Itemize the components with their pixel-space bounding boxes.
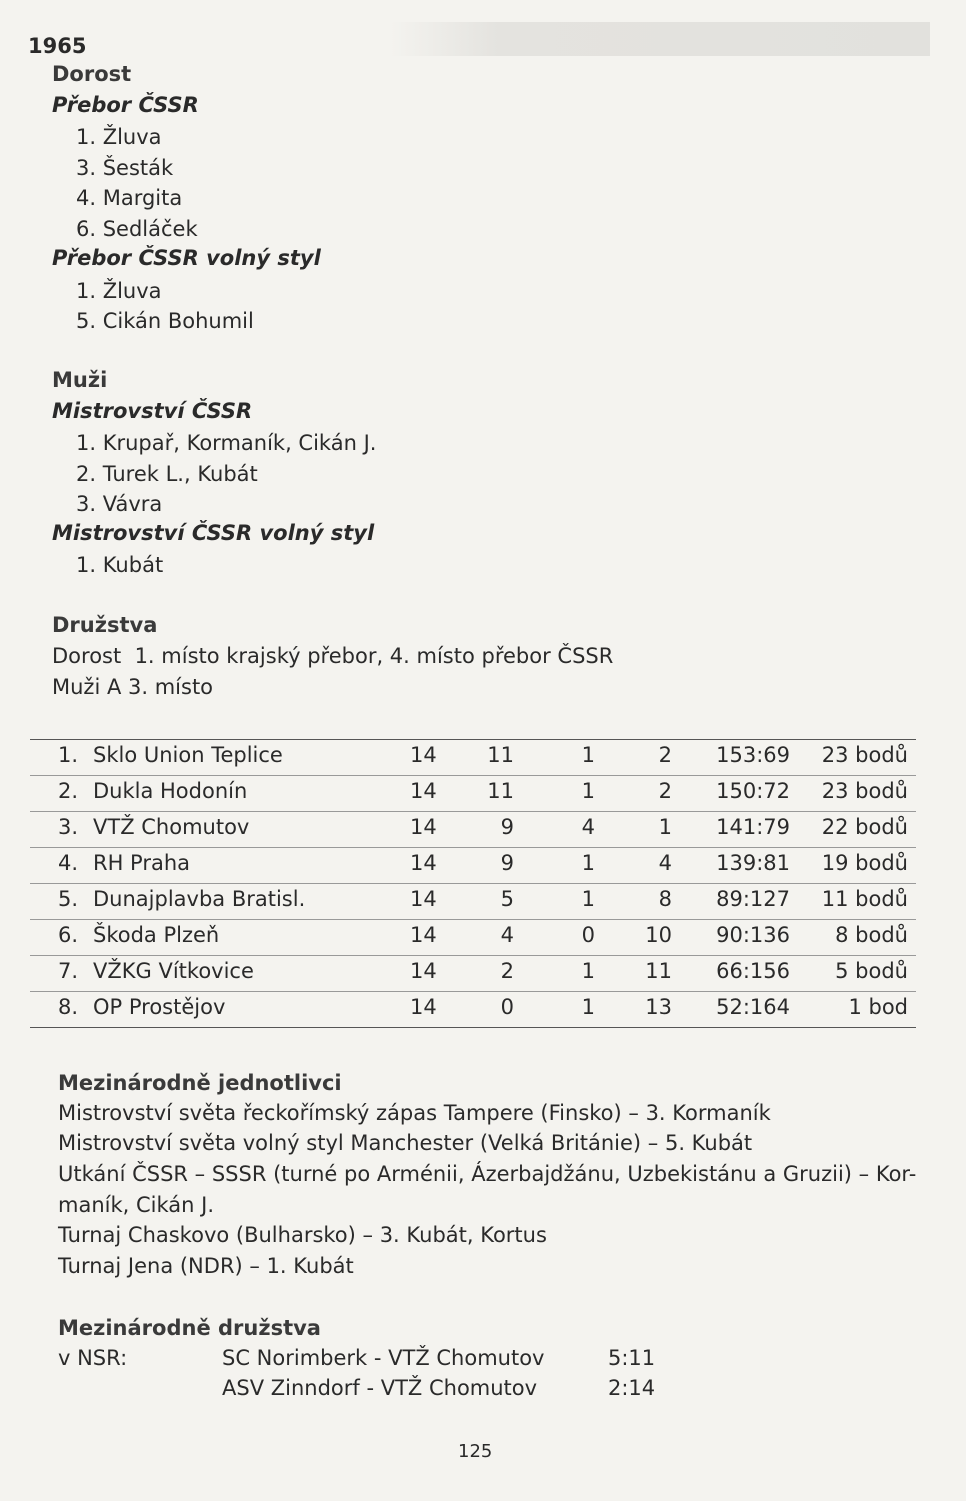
cell-score: 153:69 xyxy=(716,743,790,767)
cell-team: Dunajplavba Bratisl. xyxy=(93,887,306,911)
cell-score: 150:72 xyxy=(716,779,790,803)
muzi-freestyle-title: Mistrovství ČSSR volný styl xyxy=(52,521,375,545)
cell-points: 19 bodů xyxy=(821,851,908,875)
muzi-championship-title: Mistrovství ČSSR xyxy=(52,399,253,423)
list-item: 6. Sedláček xyxy=(76,217,198,241)
intl-match-score: 5:11 xyxy=(608,1346,656,1370)
cell-position: 5. xyxy=(58,887,79,911)
cell-points: 5 bodů xyxy=(835,959,908,983)
cell-position: 8. xyxy=(58,995,79,1019)
scan-shadow xyxy=(390,22,930,56)
cell-position: 6. xyxy=(58,923,79,947)
cell-losses: 10 xyxy=(645,923,672,947)
cell-matches: 14 xyxy=(410,815,437,839)
cell-score: 66:156 xyxy=(716,959,790,983)
intl-match: ASV Zinndorf - VTŽ Chomutov xyxy=(222,1376,538,1400)
cell-losses: 11 xyxy=(645,959,672,983)
cell-losses: 4 xyxy=(658,851,672,875)
cell-wins: 11 xyxy=(487,779,514,803)
list-item: 4. Margita xyxy=(76,186,183,210)
cell-matches: 14 xyxy=(410,779,437,803)
cell-team: OP Prostějov xyxy=(93,995,226,1019)
cell-score: 141:79 xyxy=(716,815,790,839)
list-item: 1. Žluva xyxy=(76,279,162,303)
cell-matches: 14 xyxy=(410,851,437,875)
cell-position: 7. xyxy=(58,959,79,983)
druzstva-line: Dorost 1. místo krajský přebor, 4. místo přebor ČSSR xyxy=(52,644,614,668)
cell-draws: 1 xyxy=(581,779,595,803)
intl-individual-line: Mistrovství světa volný styl Manchester (Velká Británie) – 5. Kubát xyxy=(58,1131,753,1155)
table-row xyxy=(30,920,916,955)
druzstva-heading: Družstva xyxy=(52,613,158,637)
table-row xyxy=(30,884,916,919)
cell-points: 23 bodů xyxy=(821,743,908,767)
intl-individual-line: maník, Cikán J. xyxy=(58,1193,214,1217)
cell-wins: 5 xyxy=(500,887,514,911)
cell-matches: 14 xyxy=(410,887,437,911)
intl-teams-location: v NSR: xyxy=(58,1346,128,1370)
cell-draws: 1 xyxy=(581,959,595,983)
cell-position: 4. xyxy=(58,851,79,875)
cell-draws: 4 xyxy=(581,815,595,839)
cell-team: Škoda Plzeň xyxy=(93,923,220,947)
cell-points: 22 bodů xyxy=(821,815,908,839)
dorost-championship-title: Přebor ČSSR xyxy=(52,93,199,117)
cell-points: 23 bodů xyxy=(821,779,908,803)
cell-team: Sklo Union Teplice xyxy=(93,743,283,767)
druzstva-line: Muži A 3. místo xyxy=(52,675,214,699)
cell-matches: 14 xyxy=(410,995,437,1019)
cell-score: 52:164 xyxy=(716,995,790,1019)
intl-individual-line: Mistrovství světa řeckořímský zápas Tampere (Finsko) – 3. Kormaník xyxy=(58,1101,771,1125)
table-bottom-rule xyxy=(30,1027,916,1028)
muzi-heading: Muži xyxy=(52,368,108,392)
list-item: 5. Cikán Bohumil xyxy=(76,309,254,333)
cell-draws: 1 xyxy=(581,887,595,911)
cell-draws: 1 xyxy=(581,743,595,767)
intl-individual-line: Turnaj Chaskovo (Bulharsko) – 3. Kubát, Kortus xyxy=(58,1223,547,1247)
cell-team: RH Praha xyxy=(93,851,191,875)
intl-individual-heading: Mezinárodně jednotlivci xyxy=(58,1071,342,1095)
cell-draws: 1 xyxy=(581,851,595,875)
list-item: 2. Turek L., Kubát xyxy=(76,462,258,486)
dorost-freestyle-title: Přebor ČSSR volný styl xyxy=(52,246,321,270)
cell-score: 89:127 xyxy=(716,887,790,911)
list-item: 1. Kubát xyxy=(76,553,164,577)
cell-team: Dukla Hodonín xyxy=(93,779,248,803)
league-table xyxy=(30,739,916,1028)
intl-individual-line: Turnaj Jena (NDR) – 1. Kubát xyxy=(58,1254,354,1278)
cell-points: 11 bodů xyxy=(821,887,908,911)
table-row xyxy=(30,848,916,883)
cell-points: 8 bodů xyxy=(835,923,908,947)
cell-team: VŽKG Vítkovice xyxy=(93,959,254,983)
cell-losses: 1 xyxy=(658,815,672,839)
cell-losses: 2 xyxy=(658,743,672,767)
cell-losses: 8 xyxy=(658,887,672,911)
cell-losses: 13 xyxy=(645,995,672,1019)
list-item: 1. Krupař, Kormaník, Cikán J. xyxy=(76,431,377,455)
dorost-heading: Dorost xyxy=(52,62,132,86)
cell-matches: 14 xyxy=(410,923,437,947)
list-item: 3. Šesták xyxy=(76,156,174,180)
intl-teams-heading: Mezinárodně družstva xyxy=(58,1316,321,1340)
cell-score: 90:136 xyxy=(716,923,790,947)
list-item: 1. Žluva xyxy=(76,125,162,149)
cell-matches: 14 xyxy=(410,743,437,767)
table-row xyxy=(30,776,916,811)
table-row xyxy=(30,740,916,775)
cell-position: 2. xyxy=(58,779,79,803)
cell-position: 1. xyxy=(58,743,79,767)
table-row xyxy=(30,992,916,1027)
cell-team: VTŽ Chomutov xyxy=(93,815,250,839)
cell-wins: 0 xyxy=(500,995,514,1019)
intl-match-score: 2:14 xyxy=(608,1376,656,1400)
cell-losses: 2 xyxy=(658,779,672,803)
table-row xyxy=(30,956,916,991)
cell-wins: 9 xyxy=(500,815,514,839)
cell-points: 1 bod xyxy=(848,995,908,1019)
cell-wins: 2 xyxy=(500,959,514,983)
intl-match: SC Norimberk - VTŽ Chomutov xyxy=(222,1346,545,1370)
page-number: 125 xyxy=(458,1441,493,1462)
table-row xyxy=(30,812,916,847)
list-item: 3. Vávra xyxy=(76,492,163,516)
cell-matches: 14 xyxy=(410,959,437,983)
year-heading: 1965 xyxy=(28,34,87,58)
cell-wins: 9 xyxy=(500,851,514,875)
cell-draws: 1 xyxy=(581,995,595,1019)
cell-draws: 0 xyxy=(581,923,595,947)
cell-score: 139:81 xyxy=(716,851,790,875)
cell-position: 3. xyxy=(58,815,79,839)
cell-wins: 4 xyxy=(500,923,514,947)
intl-individual-line: Utkání ČSSR – SSSR (turné po Arménii, Ázerbajdžánu, Uzbekistánu a Gruzii) – Kor- xyxy=(58,1162,917,1186)
cell-wins: 11 xyxy=(487,743,514,767)
